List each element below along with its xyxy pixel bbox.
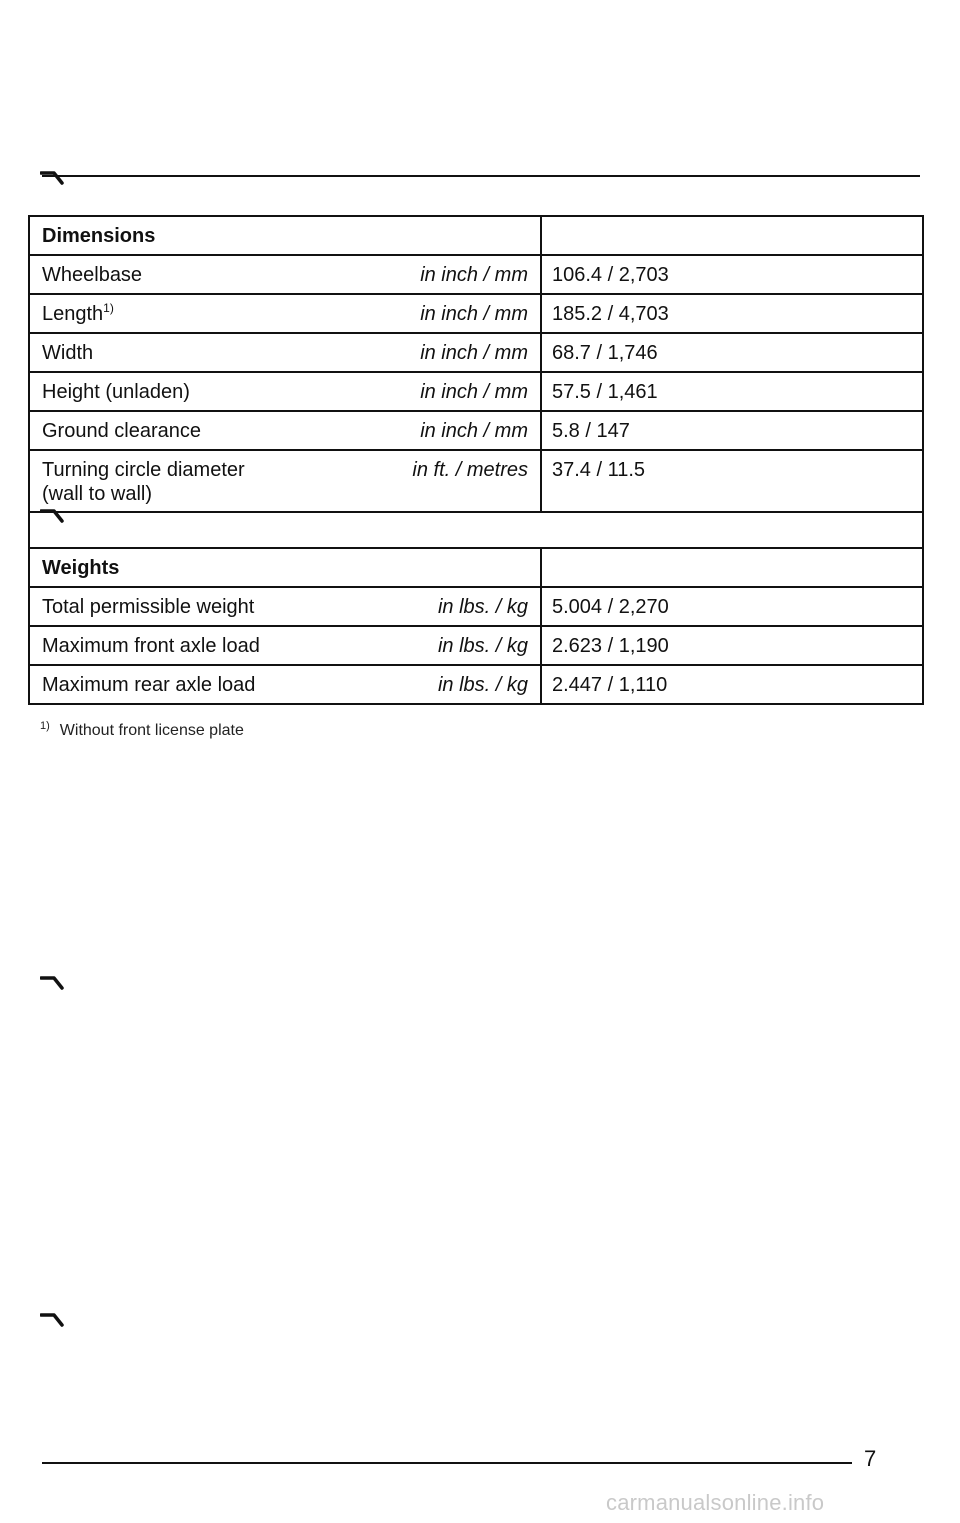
page-number: 7 [864,1446,877,1471]
spec-unit: in ft. / metres [412,459,528,481]
section-header-dimensions [29,216,923,255]
spec-row-wheelbase [29,255,923,294]
spec-value: 68.7 / 1,746 [552,342,658,364]
spec-label: Ground clearance [42,420,201,442]
spec-row-length [29,294,923,333]
footnote-reference: 1) [103,301,114,315]
spec-value: 5.8 / 147 [552,420,630,442]
specifications-table [28,215,924,705]
spec-value: 2.623 / 1,190 [552,635,669,657]
bottom-rule [42,1462,852,1464]
section-title: Weights [42,557,120,579]
spec-row-height [29,372,923,411]
spec-row-rear-axle-load [29,665,923,704]
spec-unit: in inch / mm [420,420,528,442]
spec-unit: in lbs. / kg [437,635,528,657]
watermark: carmanualsonline.info [606,1490,825,1515]
footnote-mark: 1) [40,720,50,732]
spec-row-width [29,333,923,372]
spec-row-total-weight [29,587,923,626]
spec-label: Width [42,342,94,364]
spec-unit: in inch / mm [420,264,528,286]
spec-value: 185.2 / 4,703 [552,303,669,325]
spec-label: Maximum rear axle load [42,674,256,696]
spec-label: Wheelbase [42,264,143,286]
spec-label: Total permissible weight [42,596,255,618]
spacer-row [29,512,923,548]
footnote-text: Without front license plate [59,722,244,739]
spec-value: 2.447 / 1,110 [552,674,668,696]
corner-arrow-icon [40,1312,66,1328]
top-rule [42,175,920,177]
section-title: Dimensions [42,225,156,247]
corner-arrow-icon [40,975,66,991]
spec-value: 57.5 / 1,461 [552,381,658,403]
spec-label-line2: (wall to wall) [42,483,153,505]
spec-unit: in inch / mm [420,303,528,325]
spec-unit: in inch / mm [420,381,528,403]
spec-label: Maximum front axle load [42,635,260,657]
section-header-weights [29,548,923,587]
spec-row-front-axle-load [29,626,923,665]
spec-row-turning-circle [29,450,923,512]
spec-label: Height (unladen) [42,381,190,403]
spec-label: Length [42,303,104,325]
spec-unit: in inch / mm [420,342,528,364]
spec-value: 37.4 / 11.5 [552,459,646,481]
corner-arrow-icon [40,170,66,186]
spec-row-ground-clearance [29,411,923,450]
spec-value: 106.4 / 2,703 [552,264,669,286]
footnote [40,720,244,740]
spec-unit: in lbs. / kg [437,674,528,696]
spec-unit: in lbs. / kg [437,596,528,618]
spec-value: 5.004 / 2,270 [552,596,669,618]
spec-label: Turning circle diameter [42,459,245,481]
